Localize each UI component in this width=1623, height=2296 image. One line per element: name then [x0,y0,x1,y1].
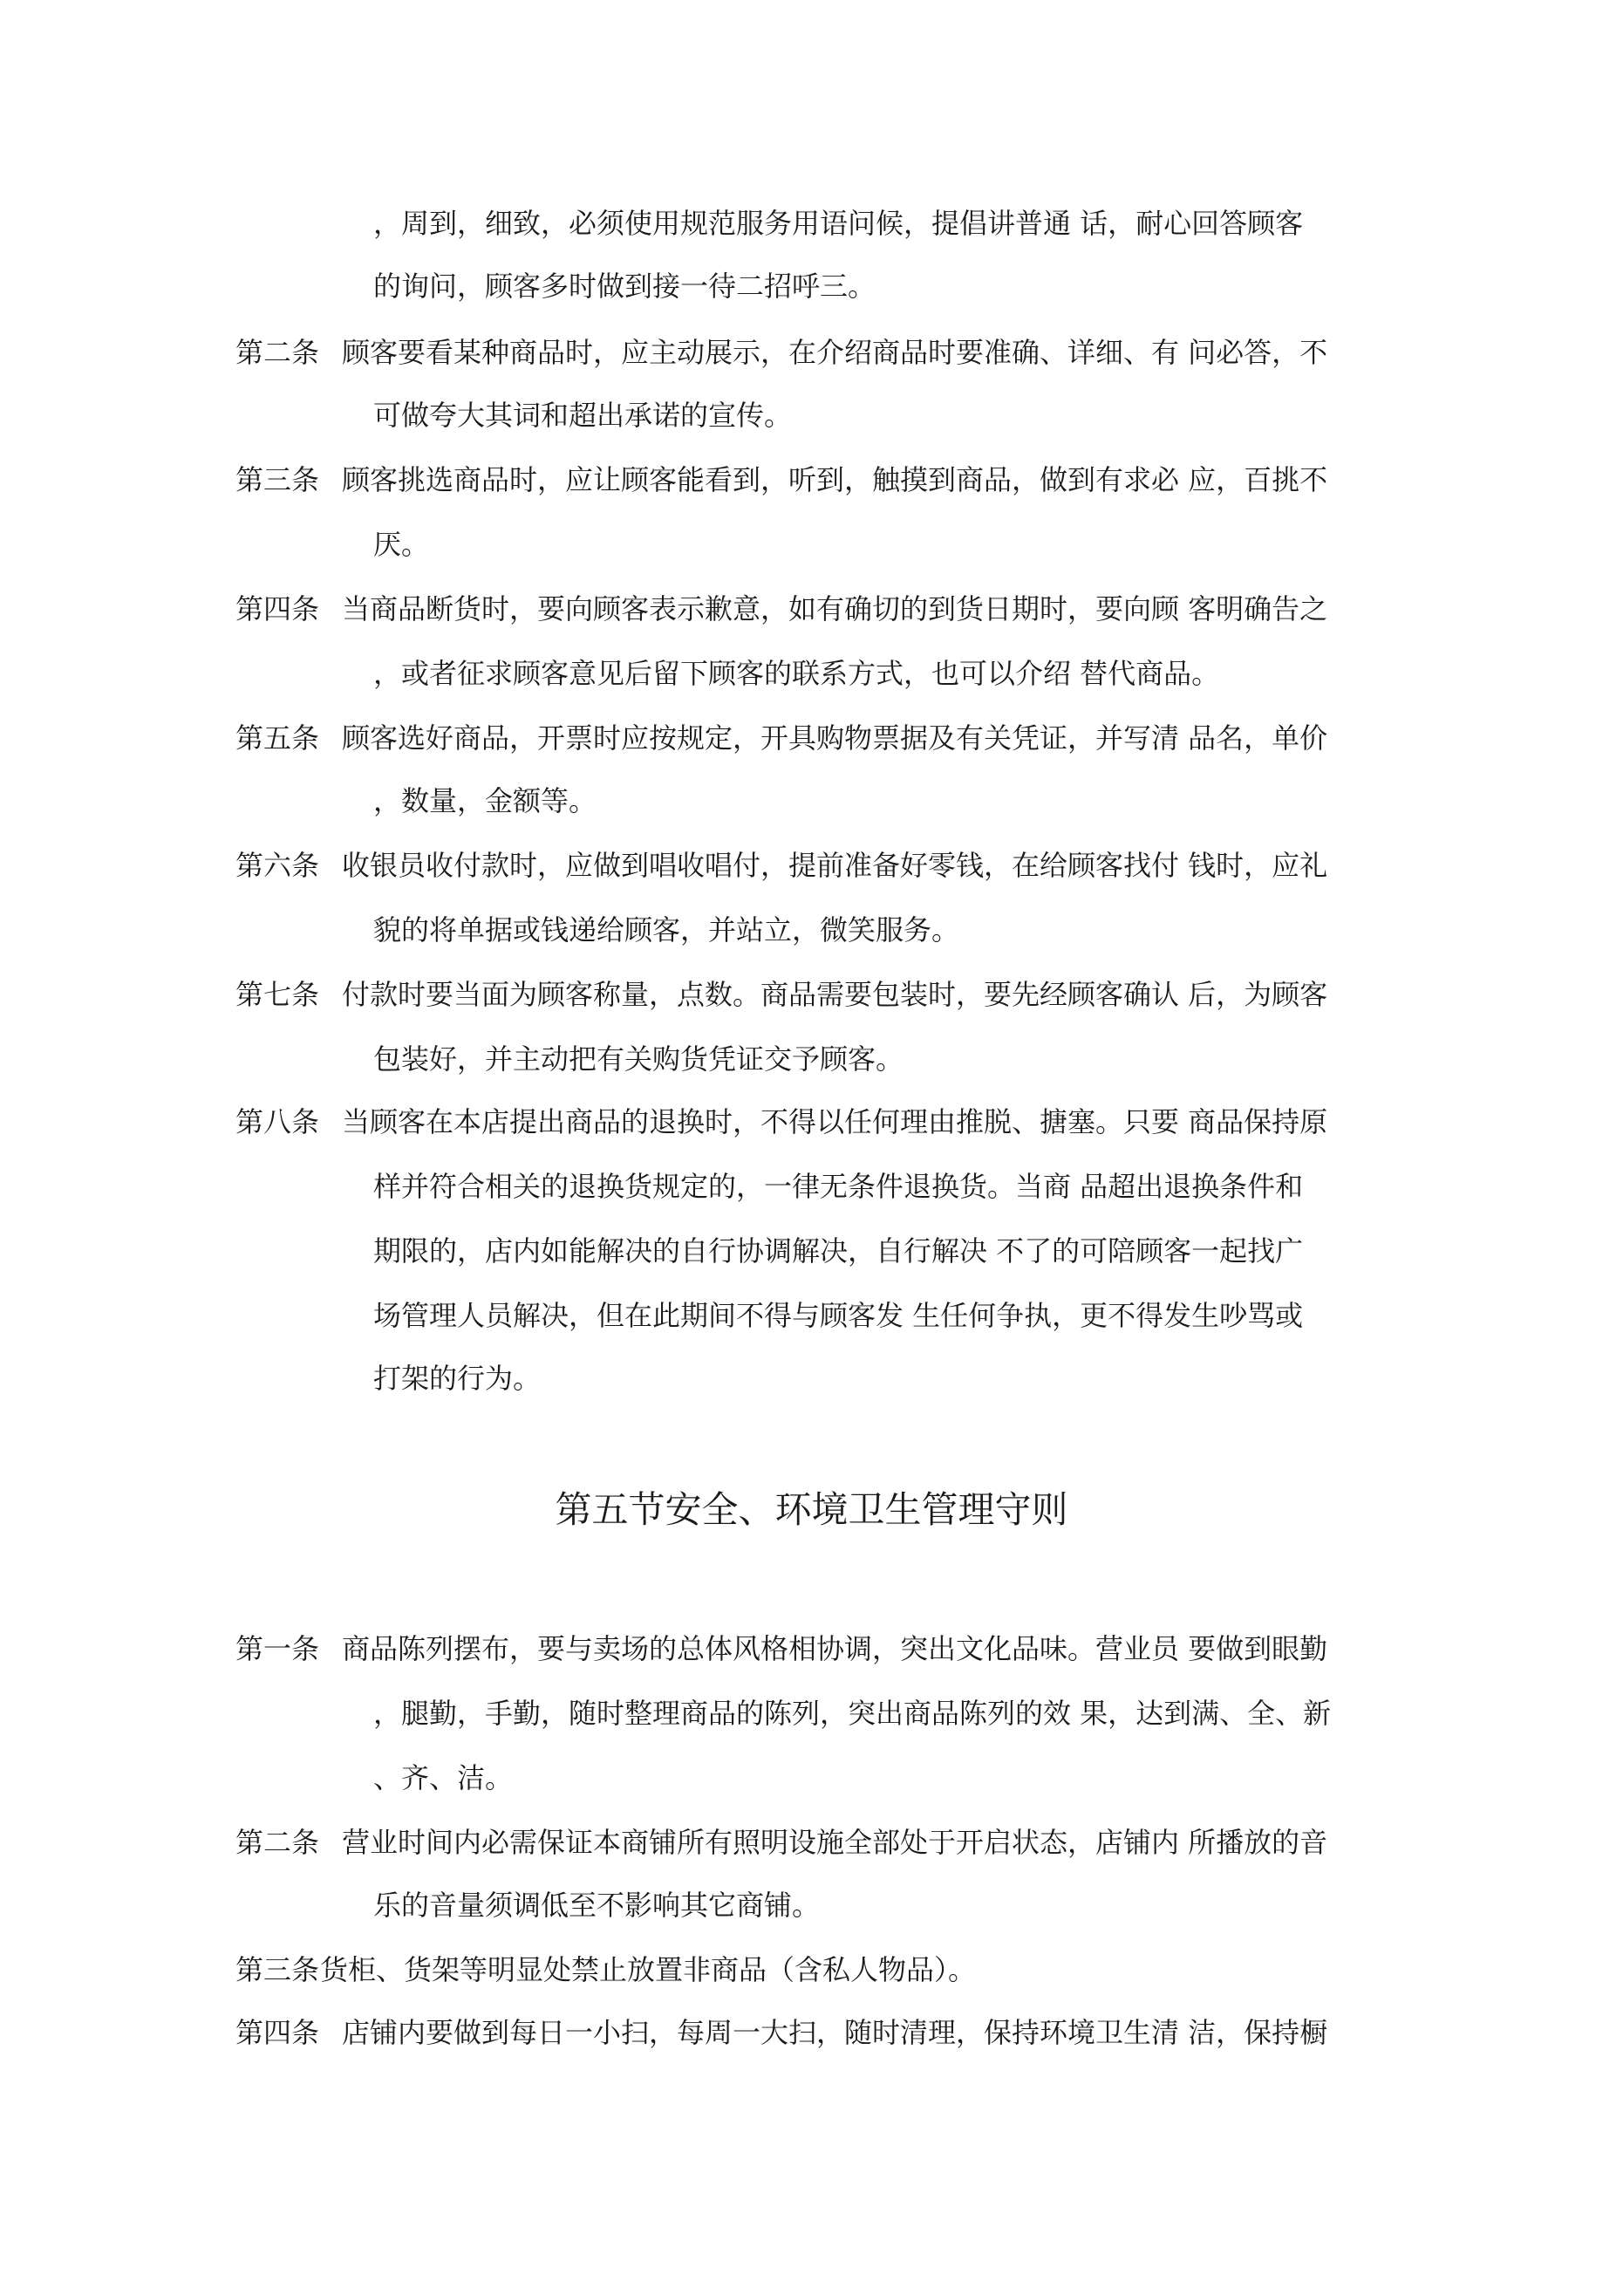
s5-article-2-line-2: 乐的音量须调低至不影响其它商铺。 [373,1889,821,1922]
s5-article-2-line-1: 营业时间内必需保证本商铺所有照明设施全部处于开启状态，店铺内 所播放的音 [342,1826,1328,1859]
article-8-line-1: 当顾客在本店提出商品的退换时，不得以任何理由推脱、搪塞。只要 商品保持原 [342,1105,1328,1138]
s5-article-1-line-3: 、齐、洁。 [373,1761,514,1794]
s5-article-1-label: 第一条 [235,1632,320,1665]
s5-article-4-label: 第四条 [235,2016,320,2049]
article-8-line-4: 场管理人员解决，但在此期间不得与顾客发 生任何争执，更不得发生吵骂或 [373,1299,1304,1332]
s5-article-1-line-1: 商品陈列摆布，要与卖场的总体风格相协调，突出文化品味。营业员 要做到眼勤 [342,1632,1328,1665]
s5-article-3-line-1: 货柜、货架等明显处禁止放置非商品（含私人物品）。 [320,1953,977,1986]
article-5-line-1: 顾客选好商品，开票时应按规定，开具购物票据及有关凭证，并写清 品名，单价 [342,721,1328,755]
article-5-label: 第五条 [235,721,320,755]
article-1-line-3: 的询问，顾客多时做到接一待二招呼三。 [373,270,876,303]
article-7-line-2: 包装好，并主动把有关购货凭证交予顾客。 [373,1042,904,1076]
article-4-label: 第四条 [235,592,320,625]
s5-article-4-line-1: 店铺内要做到每日一小扫，每周一大扫，随时清理，保持环境卫生清 洁，保持橱 [342,2016,1328,2049]
article-4-line-1: 当商品断货时，要向顾客表示歉意，如有确切的到货日期时，要向顾 客明确告之 [342,592,1328,625]
article-4-line-2: ，或者征求顾客意见后留下顾客的联系方式，也可以介绍 替代商品。 [373,657,1220,690]
section-heading: 第五节安全、环境卫生管理守则 [555,1488,1068,1531]
article-1-line-2: ，周到，细致，必须使用规范服务用语问候，提倡讲普通 话，耐心回答顾客 [373,207,1304,240]
article-2-label: 第二条 [235,336,320,369]
s5-article-2-label: 第二条 [235,1826,320,1859]
article-5-line-2: ，数量，金额等。 [373,784,597,817]
article-3-line-2: 厌。 [373,528,430,561]
article-6-line-1: 收银员收付款时，应做到唱收唱付，提前准备好零钱，在给顾客找付 钱时，应礼 [342,849,1328,882]
article-2-line-1: 顾客要看某种商品时，应主动展示，在介绍商品时要准确、详细、有 问必答，不 [342,336,1328,369]
article-3-line-1: 顾客挑选商品时，应让顾客能看到，听到，触摸到商品，做到有求必 应，百挑不 [342,463,1328,496]
article-7-line-1: 付款时要当面为顾客称量，点数。商品需要包装时，要先经顾客确认 后，为顾客 [342,978,1328,1011]
article-6-label: 第六条 [235,849,320,882]
s5-article-3-label: 第三条 [235,1953,320,1986]
article-3-label: 第三条 [235,463,320,496]
article-6-line-2: 貌的将单据或钱递给顾客，并站立，微笑服务。 [373,913,960,946]
article-8-line-3: 期限的，店内如能解决的自行协调解决，自行解决 不了的可陪顾客一起找广 [373,1234,1304,1268]
article-8-label: 第八条 [235,1105,320,1138]
article-7-label: 第七条 [235,978,320,1011]
s5-article-1-line-2: ，腿勤，手勤，随时整理商品的陈列，突出商品陈列的效 果，达到满、全、新 [373,1697,1332,1730]
article-2-line-2: 可做夸大其词和超出承诺的宣传。 [373,399,793,432]
article-8-line-5: 打架的行为。 [373,1362,542,1395]
article-8-line-2: 样并符合相关的退换货规定的，一律无条件退换货。当商 品超出退换条件和 [373,1170,1304,1203]
